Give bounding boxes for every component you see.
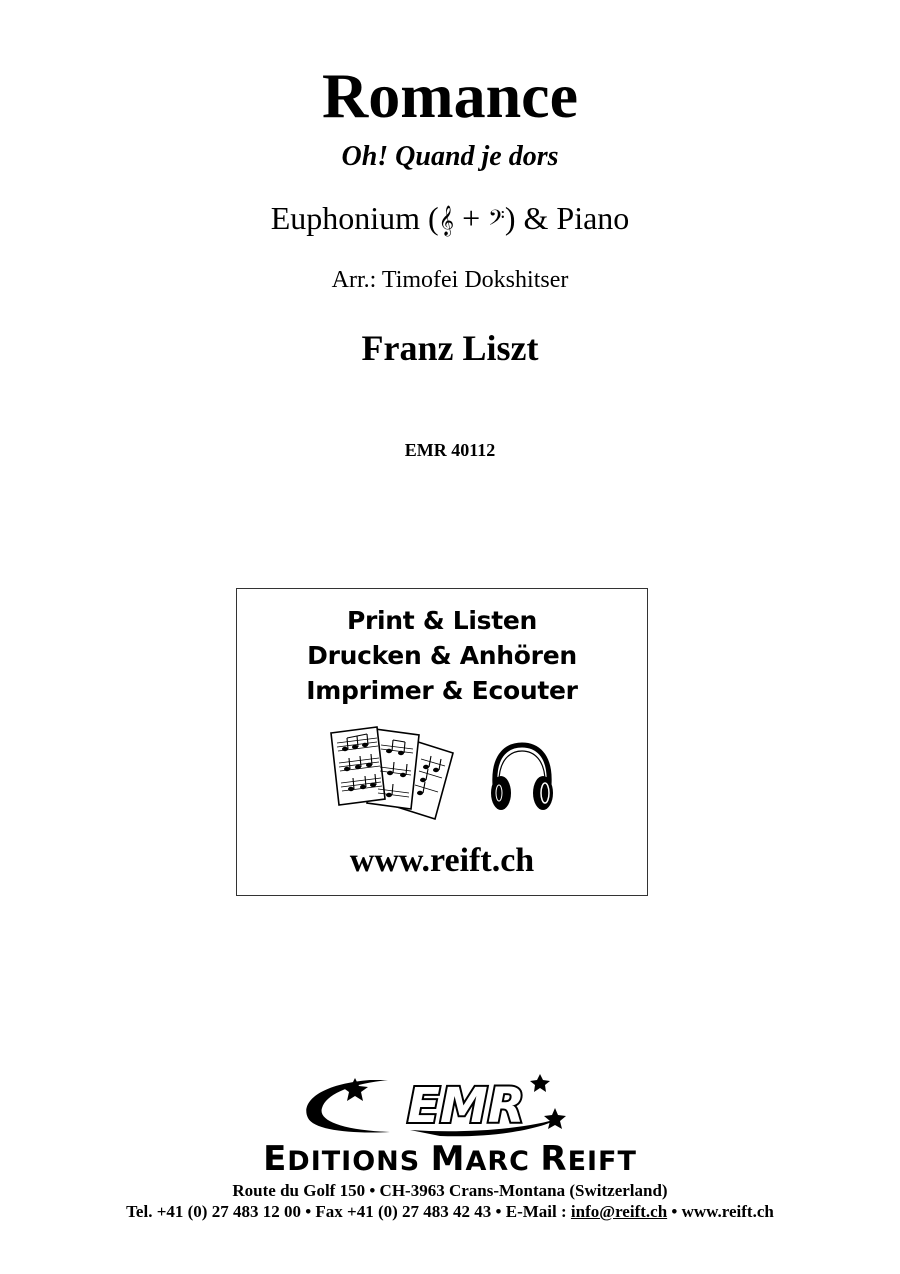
treble-clef-icon: 𝄞: [438, 206, 455, 236]
print-listen-box: [236, 588, 648, 896]
contact-website: • www.reift.ch: [667, 1202, 774, 1221]
headphones-icon: [487, 741, 557, 815]
publisher-name-initial-m: M: [430, 1139, 466, 1179]
sheet-music-icon: [327, 723, 457, 823]
publisher-name-reift: EIFT: [567, 1146, 637, 1177]
catalog-number: EMR 40112: [404, 440, 496, 460]
arranger: Arr.: Timofei Dokshitser: [331, 267, 569, 293]
instrumentation: [0, 198, 900, 241]
score-subtitle: Oh! Quand je dors: [341, 141, 559, 172]
publisher-name-initial-r: R: [540, 1139, 568, 1179]
bass-clef-icon: 𝄢: [488, 206, 505, 236]
promo-line-english: Print & Listen: [346, 606, 538, 635]
emr-logo-text: EMR: [407, 1078, 525, 1134]
publisher-name: [0, 1139, 900, 1179]
composer: Franz Liszt: [361, 328, 539, 368]
publisher-address: Route du Golf 150 • CH-3963 Crans-Montana (Switzerland): [232, 1181, 668, 1200]
promo-website-link[interactable]: www.reift.ch: [349, 842, 535, 879]
contact-phone-fax: Tel. +41 (0) 27 483 12 00 • Fax +41 (0) 27 483 42 43 • E-Mail :: [126, 1202, 571, 1221]
publisher-contact: [0, 1201, 900, 1223]
promo-line-german: Drucken & Anhören: [307, 641, 577, 670]
publisher-name-editions: DITIONS: [287, 1146, 431, 1177]
instrumentation-plus: +: [454, 200, 489, 236]
promo-line-french: Imprimer & Ecouter: [306, 676, 578, 705]
instrumentation-text-end: ) & Piano: [504, 200, 630, 236]
score-title: Romance: [322, 60, 578, 131]
emr-logo: [300, 1072, 600, 1138]
publisher-name-initial-e: E: [263, 1139, 288, 1179]
instrumentation-text-start: Euphonium (: [270, 200, 439, 236]
email-link[interactable]: info@reift.ch: [570, 1202, 668, 1221]
publisher-name-marc: ARC: [465, 1146, 541, 1177]
